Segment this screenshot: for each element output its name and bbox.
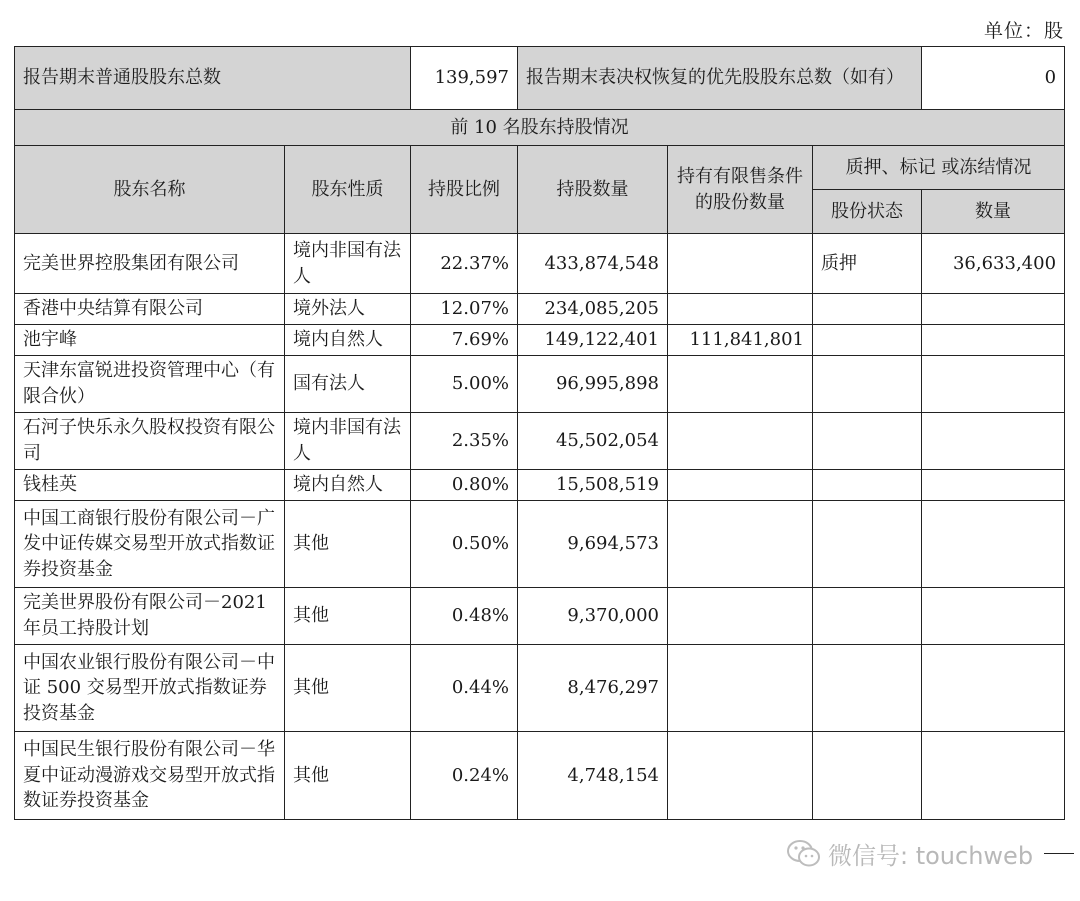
holding-quantity: 8,476,297 [518, 645, 668, 732]
pledge-status [813, 325, 922, 356]
pledge-status [813, 588, 922, 645]
pledge-status [813, 470, 922, 501]
header-restricted: 持有有限售条件的股份数量 [668, 146, 813, 234]
holding-quantity: 45,502,054 [518, 413, 668, 470]
header-row-1 [15, 146, 1065, 190]
holding-ratio: 0.80% [411, 470, 518, 501]
holding-ratio: 0.24% [411, 732, 518, 820]
holding-quantity: 4,748,154 [518, 732, 668, 820]
shareholder-name: 中国工商银行股份有限公司－广发中证传媒交易型开放式指数证券投资基金 [15, 501, 285, 588]
restricted-quantity [668, 413, 813, 470]
pledge-quantity [922, 294, 1065, 325]
pledge-quantity [922, 356, 1065, 413]
holding-ratio: 0.44% [411, 645, 518, 732]
divider [1044, 853, 1074, 854]
pledge-status [813, 356, 922, 413]
table-row [15, 732, 1065, 820]
pledge-status [813, 645, 922, 732]
shareholder-table [14, 46, 1065, 820]
shareholder-name: 钱桂英 [15, 470, 285, 501]
shareholder-name: 完美世界控股集团有限公司 [15, 234, 285, 294]
shareholder-nature: 境外法人 [285, 294, 411, 325]
pledge-status [813, 732, 922, 820]
header-name: 股东名称 [15, 146, 285, 234]
table-row [15, 294, 1065, 325]
pledge-status: 质押 [813, 234, 922, 294]
header-pledge-status: 股份状态 [813, 190, 922, 234]
restricted-quantity [668, 501, 813, 588]
pledge-quantity [922, 325, 1065, 356]
holding-ratio: 22.37% [411, 234, 518, 294]
pledge-quantity [922, 645, 1065, 732]
header-pledge-qty: 数量 [922, 190, 1065, 234]
shareholder-name: 池宇峰 [15, 325, 285, 356]
header-nature: 股东性质 [285, 146, 411, 234]
holding-ratio: 5.00% [411, 356, 518, 413]
watermark-text: 微信号: touchweb [828, 842, 1034, 870]
common-holders-value: 139,597 [411, 47, 518, 110]
pledge-quantity [922, 501, 1065, 588]
header-qty: 持股数量 [518, 146, 668, 234]
holding-quantity: 9,694,573 [518, 501, 668, 588]
holding-ratio: 2.35% [411, 413, 518, 470]
header-ratio: 持股比例 [411, 146, 518, 234]
holding-quantity: 9,370,000 [518, 588, 668, 645]
restricted-quantity [668, 234, 813, 294]
holding-ratio: 12.07% [411, 294, 518, 325]
shareholder-nature: 其他 [285, 501, 411, 588]
shareholder-nature: 境内非国有法人 [285, 234, 411, 294]
restricted-quantity [668, 732, 813, 820]
table-row [15, 413, 1065, 470]
shareholder-nature: 境内自然人 [285, 325, 411, 356]
table-row [15, 356, 1065, 413]
common-holders-label: 报告期末普通股股东总数 [15, 47, 411, 110]
pledge-quantity [922, 470, 1065, 501]
pledge-status [813, 413, 922, 470]
preferred-holders-value: 0 [922, 47, 1065, 110]
table-row [15, 470, 1065, 501]
shareholder-nature: 其他 [285, 645, 411, 732]
restricted-quantity [668, 470, 813, 501]
shareholder-nature: 其他 [285, 588, 411, 645]
unit-label: 单位：股 [983, 20, 1064, 42]
holding-quantity: 234,085,205 [518, 294, 668, 325]
preferred-holders-label: 报告期末表决权恢复的优先股股东总数（如有） [518, 47, 922, 110]
header-pledge-group: 质押、标记 或冻结情况 [813, 146, 1065, 190]
restricted-quantity: 111,841,801 [668, 325, 813, 356]
table-row [15, 501, 1065, 588]
holding-quantity: 433,874,548 [518, 234, 668, 294]
watermark [786, 836, 1033, 871]
restricted-quantity [668, 294, 813, 325]
wechat-icon [786, 839, 822, 869]
shareholder-nature: 境内非国有法人 [285, 413, 411, 470]
shareholder-name: 石河子快乐永久股权投资有限公司 [15, 413, 285, 470]
pledge-status [813, 294, 922, 325]
restricted-quantity [668, 356, 813, 413]
shareholder-nature: 国有法人 [285, 356, 411, 413]
holding-quantity: 149,122,401 [518, 325, 668, 356]
section-title: 前 10 名股东持股情况 [15, 110, 1065, 146]
pledge-quantity [922, 732, 1065, 820]
shareholder-name: 完美世界股份有限公司－2021 年员工持股计划 [15, 588, 285, 645]
restricted-quantity [668, 645, 813, 732]
restricted-quantity [668, 588, 813, 645]
shareholder-name: 中国农业银行股份有限公司－中证 500 交易型开放式指数证券投资基金 [15, 645, 285, 732]
pledge-quantity: 36,633,400 [922, 234, 1065, 294]
table-row [15, 588, 1065, 645]
holding-ratio: 7.69% [411, 325, 518, 356]
holding-quantity: 15,508,519 [518, 470, 668, 501]
section-title-row [15, 110, 1065, 146]
table-row [15, 325, 1065, 356]
table-row [15, 645, 1065, 732]
summary-row [15, 47, 1065, 110]
shareholder-name: 香港中央结算有限公司 [15, 294, 285, 325]
pledge-quantity [922, 413, 1065, 470]
shareholder-nature: 境内自然人 [285, 470, 411, 501]
shareholder-nature: 其他 [285, 732, 411, 820]
shareholder-name: 中国民生银行股份有限公司－华夏中证动漫游戏交易型开放式指数证券投资基金 [15, 732, 285, 820]
holding-quantity: 96,995,898 [518, 356, 668, 413]
pledge-status [813, 501, 922, 588]
pledge-quantity [922, 588, 1065, 645]
shareholder-name: 天津东富锐进投资管理中心（有限合伙） [15, 356, 285, 413]
table-row [15, 234, 1065, 294]
holding-ratio: 0.48% [411, 588, 518, 645]
holding-ratio: 0.50% [411, 501, 518, 588]
